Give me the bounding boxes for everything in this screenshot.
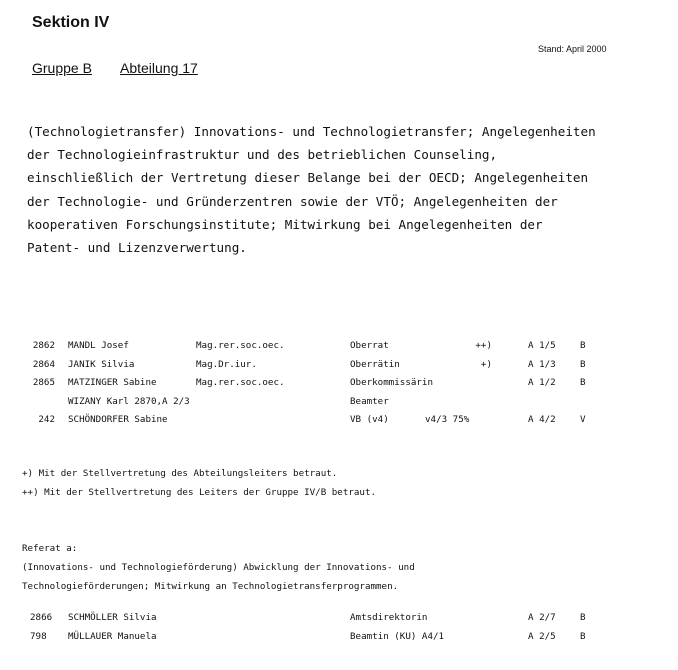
staff-position: Beamter [350, 395, 389, 407]
staff-degree: Mag.rer.soc.oec. [196, 340, 285, 351]
staff-name: SCHÖNDORFER Sabine [68, 414, 168, 425]
table-row [0, 340, 678, 358]
staff-position: Oberrätin [350, 358, 400, 370]
date-stamp: Stand: April 2000 [538, 44, 607, 54]
staff-name: SCHMÖLLER Silvia [68, 612, 157, 623]
staff-number: 2864 [32, 358, 55, 370]
staff-mark: +) [480, 358, 492, 370]
referat-text: (Innovations- und Technologieförderung) Abwicklung der Innovations- und [22, 562, 415, 573]
staff-name: WIZANY Karl 2870,A 2/3 [68, 395, 190, 407]
table-row [0, 396, 678, 414]
footnotes [22, 464, 376, 502]
staff-number: 2862 [32, 340, 55, 351]
staff-number: 2866 [30, 612, 53, 623]
staff-grade: A 1/5 [528, 340, 556, 351]
staff-position: Beamtin (KU) A4/1 [350, 630, 445, 642]
staff-degree: Mag.rer.soc.oec. [196, 377, 285, 388]
staff-grade: A 4/2 [528, 414, 556, 425]
staff-class: B [580, 630, 586, 642]
footnote: ++) Mit der Stellvertretung des Leiters der Gruppe IV/B betraut. [22, 487, 377, 498]
section-title: Sektion IV [32, 14, 110, 31]
staff-number: 2865 [32, 377, 55, 388]
table-row [0, 377, 678, 395]
staff-position: Amtsdirektorin [350, 612, 428, 623]
staff-position: Oberrat [350, 340, 389, 351]
referat-text: Technologieförderungen; Mitwirkung an Technologietransferprogrammen. [22, 581, 399, 592]
referat-heading: Referat a: [22, 543, 78, 554]
table-row [0, 612, 678, 630]
staff-class: B [580, 340, 586, 351]
staff-number: 242 [38, 414, 55, 425]
staff-grade: A 2/7 [528, 612, 556, 623]
staff-grade: A 2/5 [528, 630, 556, 642]
staff-grade: A 1/2 [528, 377, 556, 388]
staff-name: MANDL Josef [68, 340, 129, 351]
staff-position: Oberkommissärin [350, 377, 433, 388]
description [27, 120, 596, 259]
description-line: der Technologie- und Gründerzentren sowie der VTÖ; Angelegenheiten der [27, 193, 558, 209]
staff-class: B [580, 612, 586, 623]
group-heading: Gruppe B [32, 60, 92, 76]
staff-class: V [580, 414, 586, 425]
referat-section [22, 539, 415, 596]
staff-position: VB (v4) [350, 414, 389, 425]
staff-grade: A 1/3 [528, 358, 556, 370]
department-heading: Abteilung 17 [120, 60, 198, 76]
staff-mark: ++) [475, 340, 492, 351]
staff-degree: Mag.Dr.iur. [196, 358, 257, 370]
table-row [0, 414, 678, 432]
table-row [0, 359, 678, 377]
description-line: (Technologietransfer) Innovations- und Technologietransfer; Angelegenheiten [27, 124, 596, 139]
staff-number: 798 [30, 630, 47, 642]
staff-extra: v4/3 75% [425, 414, 470, 425]
description-line: kooperativen Forschungsinstitute; Mitwirkung bei Angelegenheiten der [27, 216, 543, 232]
description-line: einschließlich der Vertretung dieser Belange bei der OECD; Angelegenheiten [27, 170, 589, 186]
staff-class: B [580, 358, 586, 370]
table-row [0, 631, 678, 649]
staff-name: JANIK Silvia [68, 358, 135, 370]
staff-class: B [580, 377, 586, 388]
description-line: der Technologieinfrastruktur und des betrieblichen Counseling, [27, 147, 498, 163]
footnote: +) Mit der Stellvertretung des Abteilungsleiters betraut. [22, 468, 338, 479]
staff-name: MÜLLAUER Manuela [68, 630, 157, 642]
staff-name: MATZINGER Sabine [68, 377, 157, 388]
description-line: Patent- und Lizenzverwertung. [27, 240, 247, 256]
